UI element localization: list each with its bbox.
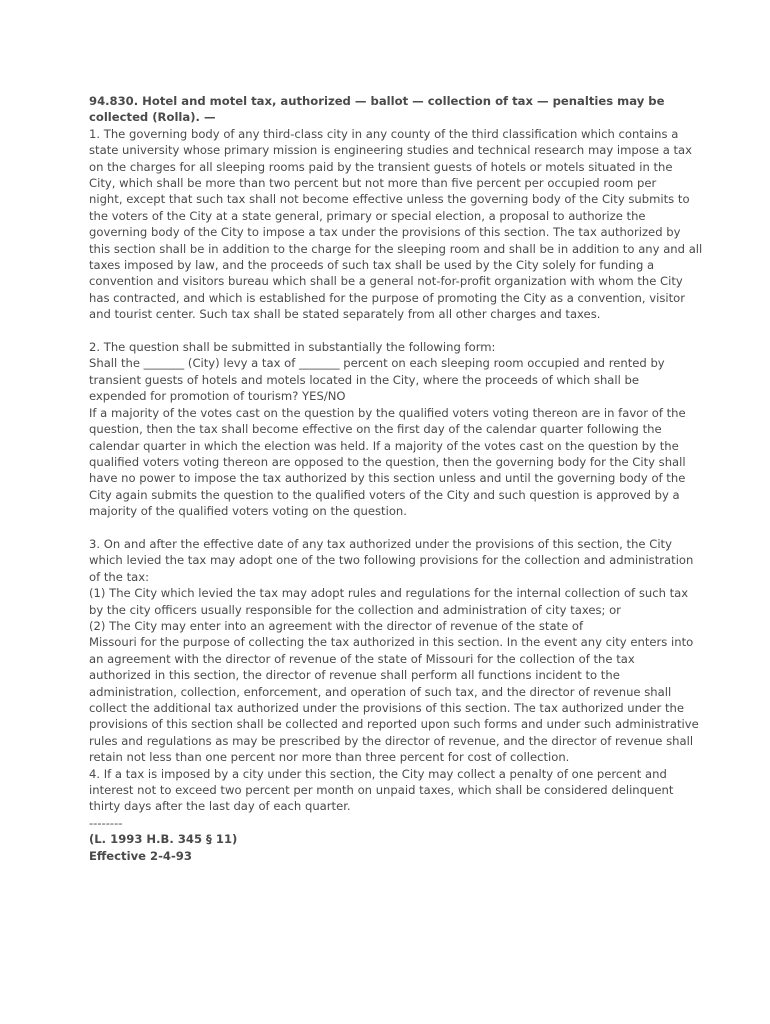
text-line: 3. On and after the effective date of any tax authorized under the provisions of this section, the City: [89, 536, 672, 551]
text-line: calendar quarter in which the election was held. If a majority of the votes cast on the question by the: [89, 438, 679, 453]
text-line: expended for promotion of tourism? YES/NO: [89, 389, 346, 404]
text-line: (2) The City may enter into an agreement with the director of revenue of the state of: [89, 618, 584, 633]
section-2: [89, 339, 686, 519]
text-line: transient guests of hotels and motels located in the City, where the proceeds of which shall be: [89, 372, 640, 387]
text-line: provisions of this section shall be collected and reported upon such forms and under such administrative: [89, 717, 699, 732]
text-line: Shall the _______ (City) levy a tax of _______ percent on each sleeping room occupied and rented by: [89, 356, 665, 371]
text-line: which levied the tax may adopt one of the two following provisions for the collection and administration: [89, 553, 694, 568]
text-line: governing body of the City to impose a tax under the provisions of this section. The tax authorized by: [89, 225, 681, 240]
text-line: interest not to exceed two percent per month on unpaid taxes, which shall be considered delinquent: [89, 783, 674, 798]
text-line: convention and visitors bureau which shall be a general not-for-profit organization with whom the City: [89, 274, 683, 289]
section-1: [89, 126, 703, 323]
section-3: [89, 536, 699, 815]
title-line: 94.830. Hotel and motel tax, authorized — ballot — collection of tax — penalties may be: [89, 94, 665, 108]
text-line: has contracted, and which is established for the purpose of promoting the City as a convention, visitor: [89, 290, 686, 305]
text-line: and tourist center. Such tax shall be stated separately from all other charges and taxes.: [89, 307, 601, 322]
text-line: thirty days after the last day of each quarter.: [89, 799, 351, 814]
text-line: 1. The governing body of any third-class city in any county of the third classification which contains a: [89, 126, 679, 141]
citation: (L. 1993 H.B. 345 § 11): [89, 832, 238, 847]
text-line: City again submits the question to the qualified voters of the City and such question is approved by a: [89, 487, 680, 502]
title-line: collected (Rolla). —: [89, 110, 216, 125]
text-line: (1) The City which levied the tax may adopt rules and regulations for the internal collection of such tax: [89, 586, 689, 601]
text-line: If a majority of the votes cast on the question by the qualified voters voting thereon are in favor of the: [89, 405, 686, 420]
text-line: collect the additional tax authorized under the provisions of this section. The tax authorized under the: [89, 701, 684, 715]
paragraph-gap: [89, 520, 683, 536]
text-line: night, except that such tax shall not become effective unless the governing body of the City submits to: [89, 192, 690, 207]
text-line: retain not less than one percent nor more than three percent for cost of collection.: [89, 750, 570, 765]
text-line: rules and regulations as may be prescribed by the director of revenue, and the director of revenue shall: [89, 733, 694, 748]
text-line: authorized in this section, the director of revenue shall perform all functions incident to the: [89, 668, 620, 683]
text-line: the voters of the City at a state general, primary or special election, a proposal to authorize the: [89, 208, 646, 223]
text-line: 4. If a tax is imposed by a city under this section, the City may collect a penalty of one percent and: [89, 766, 667, 781]
effective-date: Effective 2-4-93: [89, 848, 192, 863]
text-line: administration, collection, enforcement, and operation of such tax, and the director of revenue shall: [89, 684, 672, 699]
paragraph-gap: [89, 323, 683, 339]
text-line: majority of the qualified voters voting on the question.: [89, 504, 407, 519]
text-line: Missouri for the purpose of collecting the tax authorized in this section. In the event any city enters into: [89, 635, 694, 650]
text-line: by the city officers usually responsible for the collection and administration of city taxes; or: [89, 602, 621, 617]
text-line: question, then the tax shall become effective on the first day of the calendar quarter following the: [89, 422, 662, 437]
separator-line: --------: [89, 815, 123, 830]
text-line: state university whose primary mission is engineering studies and technical research may impose a tax: [89, 143, 693, 158]
statute-title: [89, 93, 683, 126]
text-line: have no power to impose the tax authorized by this section unless and until the governing body of the: [89, 471, 686, 486]
text-line: an agreement with the director of revenue of the state of Missouri for the collection of the tax: [89, 651, 635, 666]
statute-document: [89, 93, 703, 864]
text-line: taxes imposed by law, and the proceeds of such tax shall be used by the City solely for funding a: [89, 258, 655, 273]
text-line: City, which shall be more than two percent but not more than five percent per occupied room per: [89, 176, 657, 191]
text-line: of the tax:: [89, 569, 149, 584]
text-line: this section shall be in addition to the charge for the sleeping room and shall be in addition to any and all: [89, 241, 703, 256]
text-line: 2. The question shall be submitted in substantially the following form:: [89, 340, 496, 355]
text-line: qualified voters voting thereon are opposed to the question, then the governing body for the City shall: [89, 454, 686, 469]
text-line: on the charges for all sleeping rooms paid by the transient guests of hotels or motels situated in the: [89, 159, 673, 174]
